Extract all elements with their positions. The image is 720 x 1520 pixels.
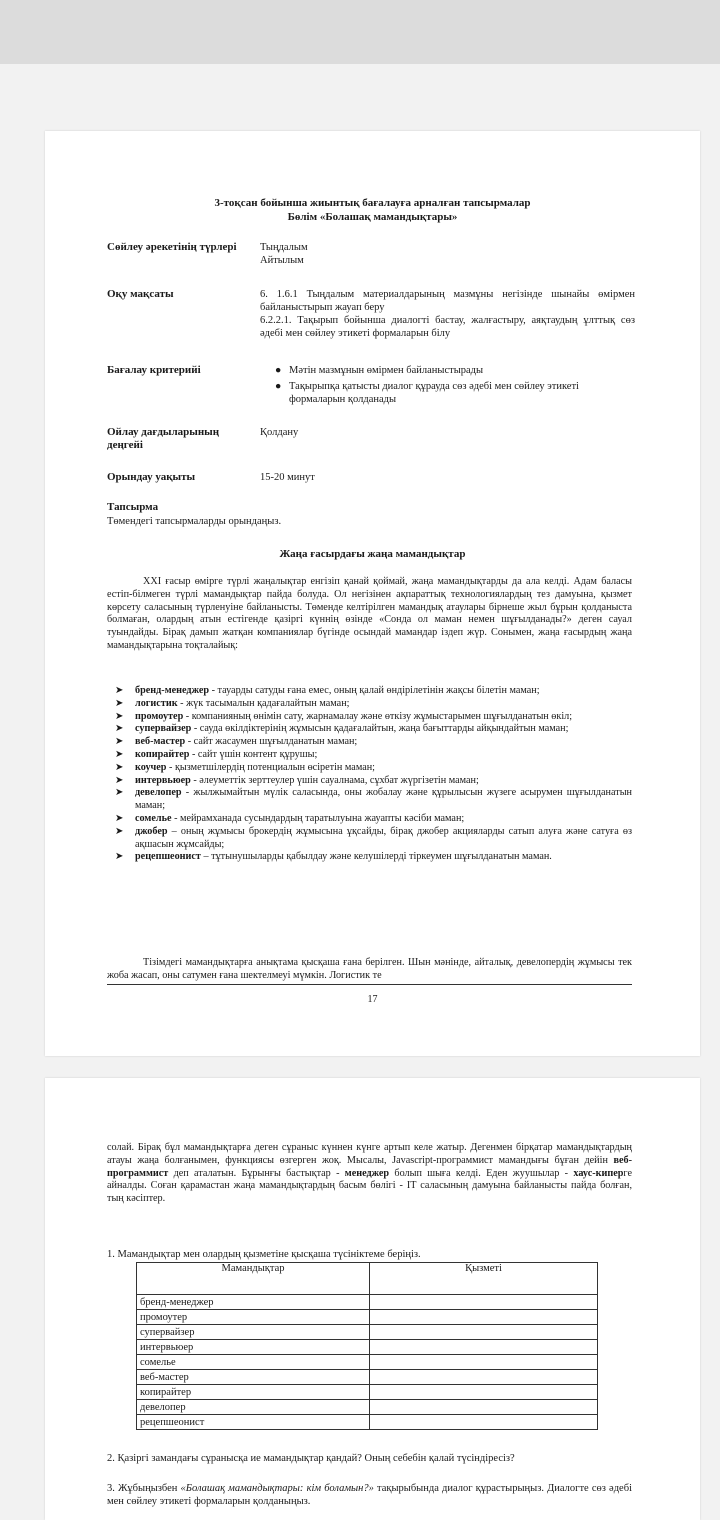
table-cell-answer[interactable] bbox=[370, 1355, 598, 1370]
table-row bbox=[137, 1415, 598, 1430]
table-cell-answer[interactable] bbox=[370, 1385, 598, 1400]
text-title: Жаңа ғасырдағы жаңа мамандықтар bbox=[279, 548, 466, 560]
table-cell-profession: копирайтер bbox=[137, 1385, 370, 1400]
table-cell-profession: веб-мастер bbox=[137, 1370, 370, 1385]
value-listening: Тыңдалым bbox=[260, 242, 308, 253]
page-number: 17 bbox=[367, 994, 378, 1005]
professions-list bbox=[115, 685, 632, 864]
table-cell-answer[interactable] bbox=[370, 1295, 598, 1310]
arrow-bullet-icon: ➤ bbox=[115, 748, 124, 760]
table-cell-answer[interactable] bbox=[370, 1370, 598, 1385]
task-instruction: Төмендегі тапсырмаларды орындаңыз. bbox=[107, 516, 282, 527]
label-time: Орындау уақыты bbox=[107, 471, 196, 483]
label-criteria: Бағалау критерийі bbox=[107, 364, 201, 376]
arrow-bullet-icon: ➤ bbox=[115, 851, 124, 863]
intro-paragraph: ХХІ ғасыр өмірге түрлі жаңалықтар енгізіп қанай қоймай, жаңа мамандықтарды да ала келді. Адам баласы естіп-білмеген түрлі мамандықтар пайда болуда. Ол негізінен ақпараттық технологиялардың тез дамуына, қызмет көрсету саласының түрленуіне байланысты. Төменде келтірілген мамандық атаулары бірнеше жыл бұрын қолданыста болмаған, олардың атын естігенде қазіргі күннің өзінде «Сонда ол маман немен шұғылданады?» деген сауал туындайды. Бірақ дамып жатқан компаниялар бүгінде осындай мамандар іздеп жүр. Сонымен, жаңа ғасырдың жаңа мамандықтарына тоқталайық: bbox=[107, 576, 632, 651]
table-row bbox=[137, 1370, 598, 1385]
arrow-bullet-icon: ➤ bbox=[115, 710, 124, 722]
table-row bbox=[137, 1295, 598, 1310]
criteria-bullet-1: ● Мәтін мазмұнын өмірмен байланыстырады bbox=[275, 365, 484, 376]
table-row bbox=[137, 1355, 598, 1370]
list-item: ➤ девелопер - жылжымайтын мүлік саласында, оны жобалау және құрылысын жүзеге асырумен шұғылданатын маман; bbox=[115, 787, 632, 812]
value-speaking: Айтылым bbox=[260, 255, 304, 266]
arrow-bullet-icon: ➤ bbox=[115, 812, 124, 824]
page-divider bbox=[107, 984, 632, 985]
arrow-bullet-icon: ➤ bbox=[115, 736, 124, 748]
outro-paragraph: Тізімдегі мамандықтарға анықтама қысқаша ғана берілген. Шын мәнінде, айталық, девелопердің жұмысы тек жоба жасап, оны сатумен ғана шектелмеуі мүмкін. Логистик те bbox=[107, 957, 632, 981]
value-goal-1: 6. 1.6.1 Тыңдалым материалдарының мазмұны негізінде шынайы өмірмен байланыстырып жауап беру bbox=[260, 289, 635, 313]
bullet-dot-icon: ● bbox=[275, 365, 282, 376]
list-item: ➤ джобер – оның жұмысы брокердің жұмысына ұқсайды, бірақ джобер акцияларды сатып алуға және сатуға өз ақшасын жұмсайды; bbox=[115, 825, 632, 850]
table-cell-answer[interactable] bbox=[370, 1310, 598, 1325]
arrow-bullet-icon: ➤ bbox=[115, 723, 124, 735]
viewer-top-bar bbox=[0, 0, 720, 64]
question-3: 3. Жұбыңызбен «Болашақ мамандықтары: кім боламын?» тақырыбында диалог құрастырыңыз. Диалогте сөз әдебі мен сөйлеу этикеті формаларын қолданыңыз. bbox=[107, 1483, 632, 1507]
doc-title: 3-тоқсан бойынша жиынтық бағалауға арналған тапсырмалар bbox=[214, 197, 531, 209]
criteria-bullet-2: ● Тақырыпқа қатысты диалог құрауда сөз әдебі мен сөйлеу этикеті формаларын қолданады bbox=[275, 381, 579, 405]
table-row bbox=[137, 1340, 598, 1355]
list-item: ➤ супервайзер - сауда өкілдіктерінің жұмысын қадағалайтын, жаңа бағыттарды айқындайтын маман; bbox=[115, 723, 569, 735]
table-row bbox=[137, 1385, 598, 1400]
section-title: Бөлім «Болашақ мамандықтары» bbox=[287, 211, 458, 223]
label-speech-types: Сөйлеу әрекетінің түрлері bbox=[107, 241, 237, 253]
table-header-function: Қызметі bbox=[370, 1263, 598, 1295]
value-goal-2: 6.2.2.1. Тақырып бойынша диалогті бастау, жалғастыру, аяқтаудың ұлттық сөз әдебі мен сөйлеу этикеті формаларын білу bbox=[260, 315, 635, 339]
arrow-bullet-icon: ➤ bbox=[115, 697, 124, 709]
table-header-professions: Мамандықтар bbox=[137, 1263, 370, 1295]
professions-table bbox=[136, 1262, 598, 1430]
list-item: ➤ веб-мастер - сайт жасаумен шұғылданатын маман; bbox=[115, 736, 358, 748]
arrow-bullet-icon: ➤ bbox=[115, 761, 124, 773]
document-page-2 bbox=[45, 1078, 700, 1520]
table-row bbox=[137, 1310, 598, 1325]
list-item: ➤ логистик - жүк тасымалын қадағалайтын маман; bbox=[115, 697, 350, 709]
list-item: ➤ интервьюер - әлеуметтік зерттеулер үшін сауалнама, сұхбат жүргізетін маман; bbox=[115, 774, 479, 786]
table-cell-answer[interactable] bbox=[370, 1400, 598, 1415]
label-learning-goal: Оқу мақсаты bbox=[107, 288, 174, 300]
list-item: ➤ коучер - қызметшілердің потенциалын өсіретін маман; bbox=[115, 761, 376, 773]
table-cell-answer[interactable] bbox=[370, 1340, 598, 1355]
table-cell-profession: рецепшеонист bbox=[137, 1415, 370, 1430]
list-item: ➤ бренд-менеджер - тауарды сатуды ғана емес, оның қалай өндірілетінін жақсы білетін маман; bbox=[115, 685, 540, 696]
table-cell-answer[interactable] bbox=[370, 1325, 598, 1340]
label-thinking-level: Ойлау дағдыларының деңгейі bbox=[107, 426, 220, 451]
arrow-bullet-icon: ➤ bbox=[115, 774, 124, 786]
arrow-bullet-icon: ➤ bbox=[115, 787, 124, 799]
arrow-bullet-icon: ➤ bbox=[115, 685, 124, 696]
value-thinking-level: Қолдану bbox=[260, 427, 299, 438]
table-cell-answer[interactable] bbox=[370, 1415, 598, 1430]
list-item: ➤ рецепшеонист – тұтынушыларды қабылдау және келушілерді тіркеумен шұғылданатын маман. bbox=[115, 851, 552, 863]
table-cell-profession: сомелье bbox=[137, 1355, 370, 1370]
list-item: ➤ промоутер - компанияның өнімін сату, жарнамалау және өткізу жұмыстарымен шұғылданатын өкіл; bbox=[115, 710, 573, 722]
table-cell-profession: интервьюер bbox=[137, 1340, 370, 1355]
table-row bbox=[137, 1400, 598, 1415]
bullet-dot-icon: ● bbox=[275, 381, 282, 392]
question-2: 2. Қазіргі замандағы сұранысқа ие мамандықтар қандай? Оның себебін қалай түсіндіресіз? bbox=[107, 1453, 515, 1464]
continuation-paragraph: солай. Бірақ бұл мамандықтарға деген сұраныс күннен күнге артып келе жатыр. Дегенмен бірқатар мамандықтардың атауы жаңа болғанымен, функциясы өзгерген жоқ. Мысалы, Javascript-программист мамандығы бұған дейін веб-программист деп аталатын. Бұрынғы бастықтар - менеджер болып шыға келді. Еден жуушылар - хаус-киперге айналды. Соған қарамастан жаңа мамандықтардың басым бөлігі - IT саласының дамуына байланысты пайда болған, тың кәсіптер. bbox=[107, 1142, 632, 1205]
table-cell-profession: промоутер bbox=[137, 1310, 370, 1325]
table-cell-profession: девелопер bbox=[137, 1400, 370, 1415]
list-item: ➤ сомелье - мейрамханада сусындардың таратылуына жауапты кәсіби маман; bbox=[115, 812, 465, 824]
table-cell-profession: бренд-менеджер bbox=[137, 1295, 370, 1310]
table-row bbox=[137, 1325, 598, 1340]
table-header-row bbox=[137, 1263, 598, 1295]
list-item: ➤ копирайтер - сайт үшін контент құрушы; bbox=[115, 748, 318, 760]
table-cell-profession: супервайзер bbox=[137, 1325, 370, 1340]
document-page-1 bbox=[45, 131, 700, 1056]
label-task: Тапсырма bbox=[107, 501, 159, 513]
question-1: 1. Мамандықтар мен олардың қызметіне қысқаша түсініктеме беріңіз. bbox=[107, 1249, 421, 1260]
arrow-bullet-icon: ➤ bbox=[115, 825, 124, 837]
value-time: 15-20 минут bbox=[260, 472, 315, 483]
